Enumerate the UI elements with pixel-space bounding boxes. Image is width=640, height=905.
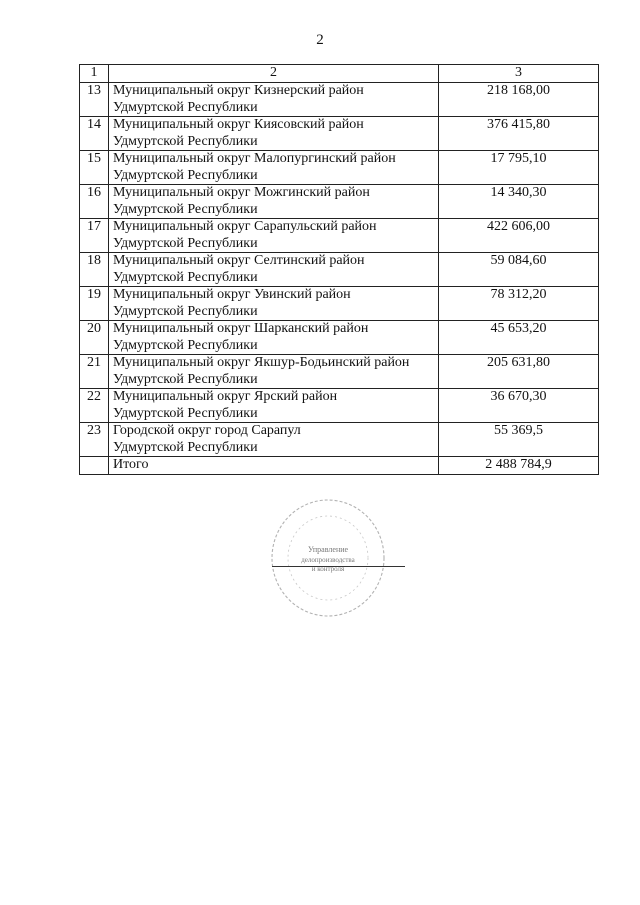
row-number: 20 — [80, 321, 109, 355]
table-row — [80, 83, 599, 117]
amount: 218 168,00 — [439, 83, 599, 117]
table-row — [80, 219, 599, 253]
name-line-1: Муниципальный округ Ярский район — [113, 389, 338, 404]
name-line-2: Удмуртской Республики — [113, 235, 258, 251]
table-row — [80, 423, 599, 457]
name-line-1: Муниципальный округ Селтинский район — [113, 253, 365, 268]
stamp-text-line-1: Управление — [307, 545, 349, 554]
table-row — [80, 287, 599, 321]
amount: 14 340,30 — [439, 185, 599, 219]
municipality-name — [109, 83, 439, 117]
amount: 78 312,20 — [439, 287, 599, 321]
row-number: 22 — [80, 389, 109, 423]
row-number: 13 — [80, 83, 109, 117]
table-row — [80, 151, 599, 185]
row-number: 16 — [80, 185, 109, 219]
name-line-2: Удмуртской Республики — [113, 337, 258, 353]
row-number: 15 — [80, 151, 109, 185]
name-line-1: Муниципальный округ Сарапульский район — [113, 219, 377, 234]
row-number: 19 — [80, 287, 109, 321]
name-line-2: Удмуртской Республики — [113, 99, 258, 115]
row-number: 17 — [80, 219, 109, 253]
table-row — [80, 355, 599, 389]
name-line-2: Удмуртской Республики — [113, 201, 258, 217]
name-line-2: Удмуртской Республики — [113, 371, 258, 387]
name-line-2: Удмуртской Республики — [113, 303, 258, 319]
name-line-1: Муниципальный округ Киясовский район — [113, 117, 364, 132]
total-row — [80, 457, 599, 475]
header-col-1: 1 — [80, 65, 109, 83]
name-line-1: Муниципальный округ Малопургинский район — [113, 151, 396, 166]
municipality-name — [109, 219, 439, 253]
header-col-3: 3 — [439, 65, 599, 83]
name-line-1: Городской округ город Сарапул — [113, 423, 301, 438]
table-row — [80, 253, 599, 287]
name-line-2: Удмуртской Республики — [113, 439, 258, 455]
table-row — [80, 321, 599, 355]
name-line-2: Удмуртской Республики — [113, 405, 258, 421]
municipality-name — [109, 117, 439, 151]
name-line-1: Муниципальный округ Увинский район — [113, 287, 351, 302]
municipality-name — [109, 287, 439, 321]
row-number: 23 — [80, 423, 109, 457]
row-number: 21 — [80, 355, 109, 389]
municipality-name — [109, 389, 439, 423]
municipality-name — [109, 253, 439, 287]
table-header-row — [80, 65, 599, 83]
name-line-1: Муниципальный округ Якшур-Бодьинский район — [113, 355, 410, 370]
amount: 17 795,10 — [439, 151, 599, 185]
stamp-text-line-3: и контроля — [311, 565, 345, 573]
municipality-name — [109, 423, 439, 457]
header-col-2: 2 — [109, 65, 439, 83]
total-label: Итого — [109, 457, 439, 475]
amount: 45 653,20 — [439, 321, 599, 355]
amount: 55 369,5 — [439, 423, 599, 457]
row-number: 18 — [80, 253, 109, 287]
table-row — [80, 389, 599, 423]
total-number-cell — [80, 457, 109, 475]
row-number: 14 — [80, 117, 109, 151]
stamp-text-line-2: делопроизводства — [301, 556, 355, 564]
name-line-2: Удмуртской Республики — [113, 167, 258, 183]
municipality-name — [109, 321, 439, 355]
allocation-table — [79, 64, 599, 475]
amount: 36 670,30 — [439, 389, 599, 423]
name-line-2: Удмуртской Республики — [113, 133, 258, 149]
amount: 205 631,80 — [439, 355, 599, 389]
total-amount: 2 488 784,9 — [439, 457, 599, 475]
signature-line — [272, 566, 405, 567]
page-number: 2 — [316, 32, 324, 48]
municipality-name — [109, 185, 439, 219]
amount: 59 084,60 — [439, 253, 599, 287]
table-row — [80, 117, 599, 151]
name-line-2: Удмуртской Республики — [113, 269, 258, 285]
municipality-name — [109, 151, 439, 185]
amount: 376 415,80 — [439, 117, 599, 151]
amount: 422 606,00 — [439, 219, 599, 253]
name-line-1: Муниципальный округ Можгинский район — [113, 185, 370, 200]
municipality-name — [109, 355, 439, 389]
official-stamp — [268, 496, 388, 621]
name-line-1: Муниципальный округ Шарканский район — [113, 321, 369, 336]
table-row — [80, 185, 599, 219]
name-line-1: Муниципальный округ Кизнерский район — [113, 83, 364, 98]
